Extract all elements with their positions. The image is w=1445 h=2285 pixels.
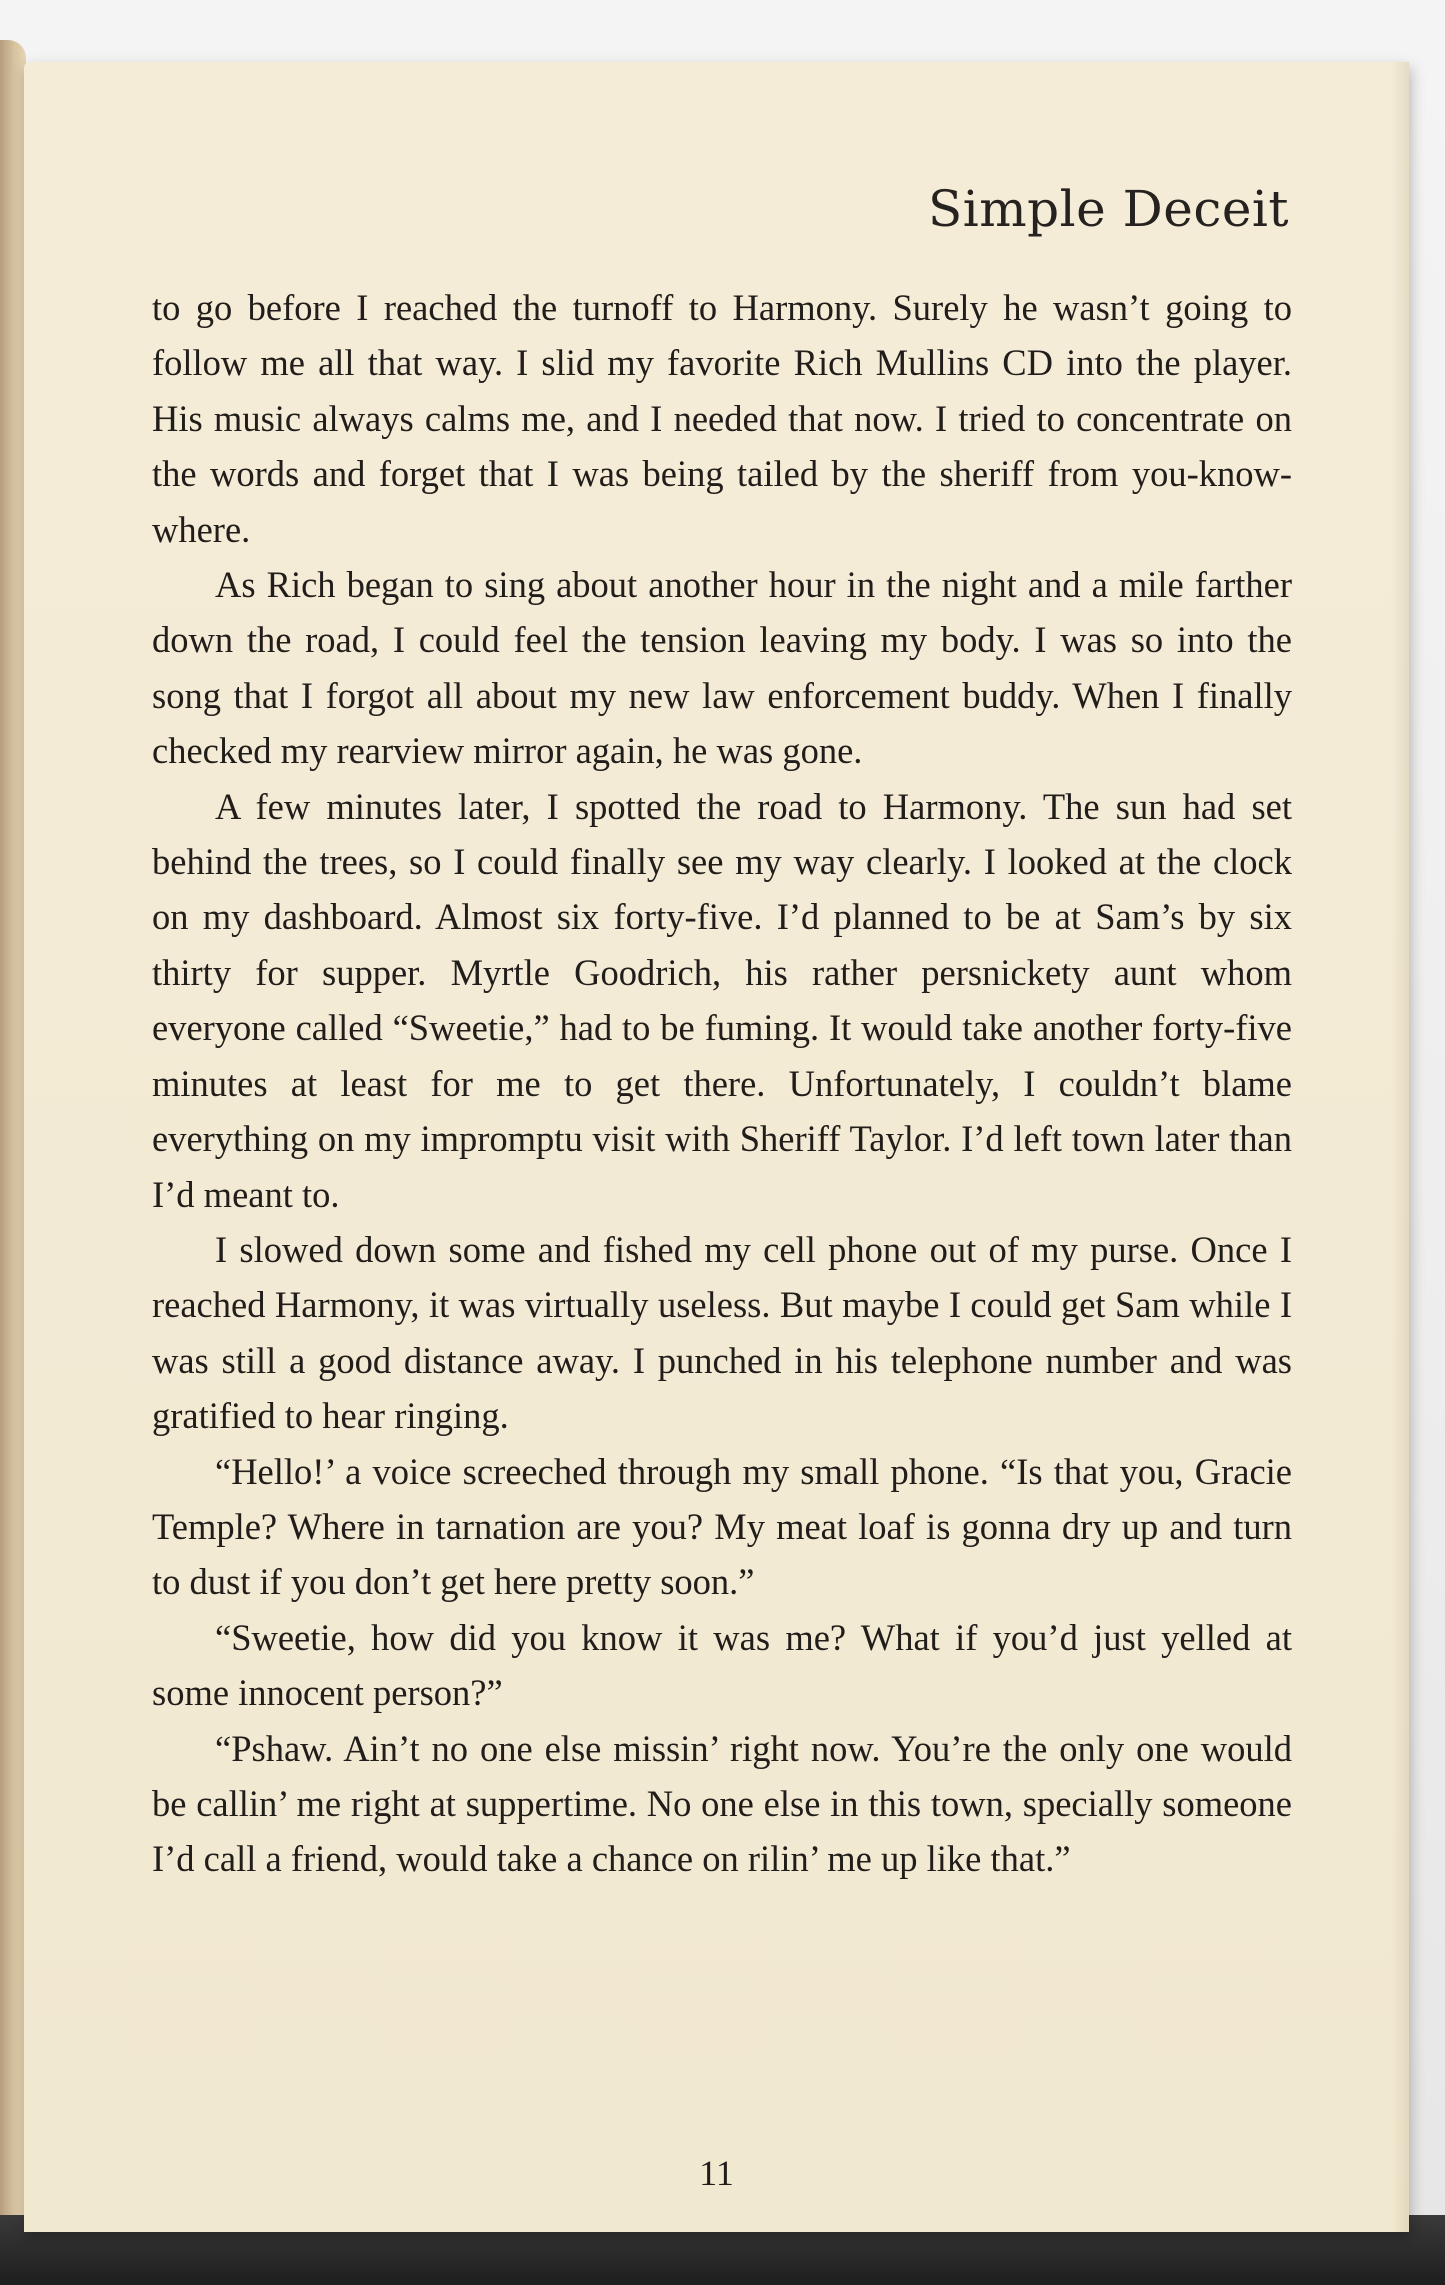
paragraph-3: A few minutes later, I spotted the road to Harmony. The sun had set behind the trees, so I could finally see my way clearly. I looked at the clock on my dashboard. Almost six forty-five. I’d planned to be at Sam’s by six thirty for supper. Myrtle Goodrich, his rather persnickety aunt whom everyone called “Sweetie,” had to be fuming. It would take another forty-five minutes at least for me to get there. Unfortunately, I couldn’t blame everything on my impromptu visit with Sheriff Taylor. I’d left town later than I’d meant to. [152, 785, 1292, 1215]
running-head: Simple Deceit [928, 180, 1289, 238]
paragraph-2: As Rich began to sing about another hour in the night and a mile farther down the road, I could feel the tension leaving my body. I was so into the song that I forgot all about my new law enforcement buddy. When I finally checked my rearview mirror again, he was gone. [152, 564, 1292, 772]
paragraph-6: “Sweetie, how did you know it was me? What if you’d just yelled at some innocent person?” [152, 1616, 1292, 1714]
page-number: 11 [699, 2153, 734, 2193]
left-page-edge [0, 40, 26, 2285]
body-text [152, 280, 1292, 1887]
paragraph-1: to go before I reached the turnoff to Harmony. Surely he wasn’t going to follow me all that way. I slid my favorite Rich Mullins CD into the player. His music always calms me, and I needed that now. I tried to concentrate on the words and forget that I was being tailed by the sheriff from you-know-where. [152, 287, 1292, 550]
paragraph-4: I slowed down some and fished my cell phone out of my purse. Once I reached Harmony, it was virtually useless. But maybe I could get Sam while I was still a good distance away. I punched in his telephone number and was gratified to hear ringing. [152, 1228, 1292, 1437]
paragraph-7: “Pshaw. Ain’t no one else missin’ right now. You’re the only one would be callin’ me right at suppertime. No one else in this town, specially someone I’d call a friend, would take a chance on rilin’ me up like that.” [152, 1727, 1292, 1880]
paragraph-5: “Hello!’ a voice screeched through my small phone. “Is that you, Gracie Temple? Where in tarnation are you? My meat loaf is gonna dry up and turn to dust if you don’t get here pretty soon.” [152, 1450, 1292, 1603]
book-page [24, 62, 1409, 2232]
